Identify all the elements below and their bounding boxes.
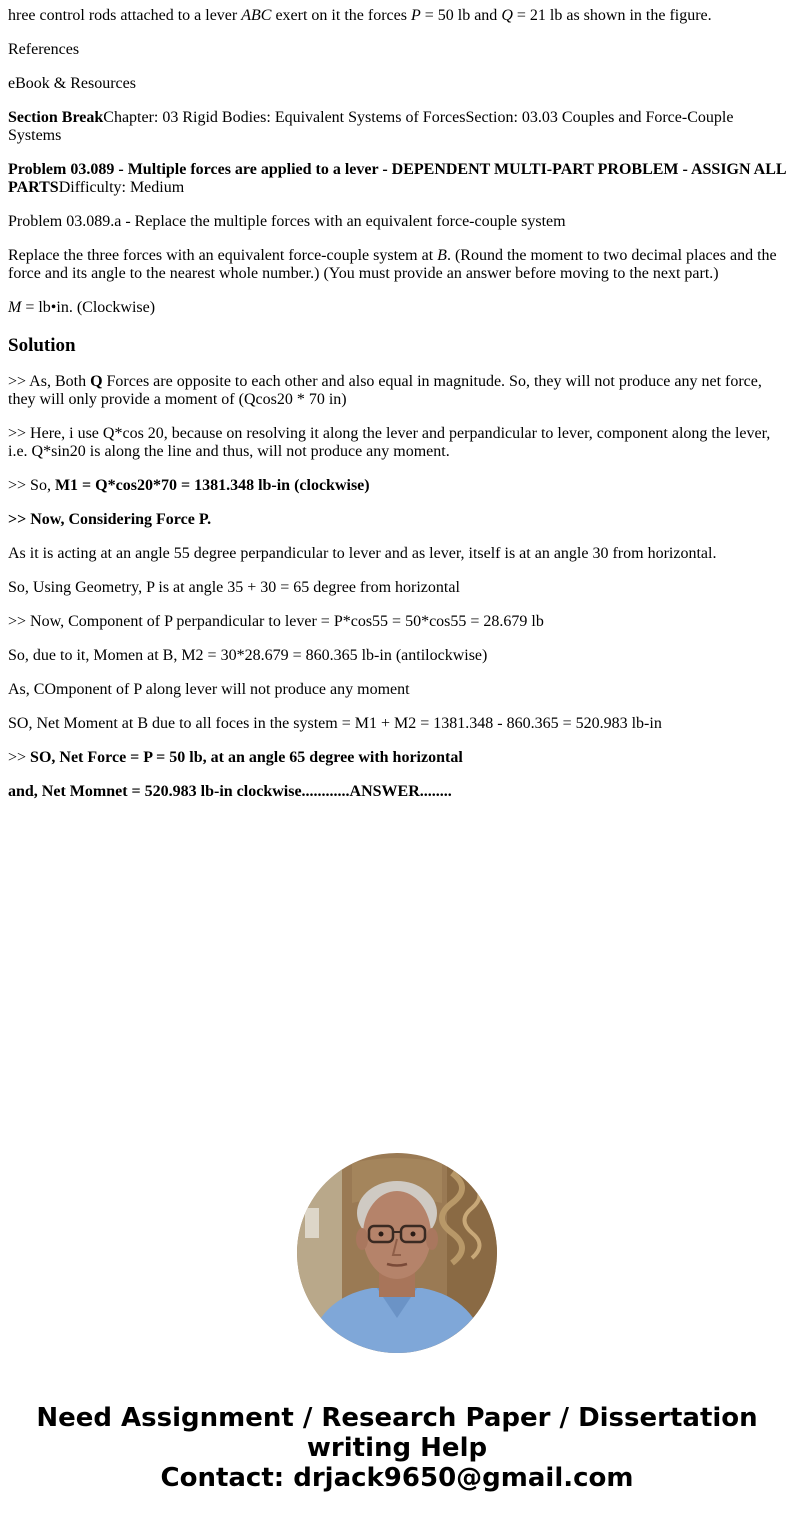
intro-paragraph <box>8 7 788 25</box>
lever-label: ABC <box>241 7 272 24</box>
intro-text: hree control rods attached to a lever <box>8 7 242 24</box>
references-link[interactable]: References <box>8 41 80 58</box>
tutor-avatar <box>297 1153 497 1353</box>
footer-line: Need Assignment / Research Paper / Dissertation <box>36 1403 758 1433</box>
solution-text: >> As, Both <box>8 373 91 390</box>
solution-step: >> Here, i use Q*cos 20, because on resolving it along the lever and perpandicular to lever, component along the lever, i.e. Q*sin20 is along the line and thus, will not produce any moment. <box>8 425 771 460</box>
problem-part-title: Problem 03.089.a - Replace the multiple forces with an equivalent force-couple system <box>8 213 566 230</box>
net-force-result: SO, Net Force = P = 50 lb, at an angle 65 degree with horizontal <box>30 749 463 766</box>
solution-step <box>8 783 788 801</box>
moment-symbol: M <box>8 299 22 316</box>
section-break <box>8 109 788 145</box>
instructions-text: Replace the three forces with an equivalent force-couple system at <box>8 247 438 264</box>
problem-title: Problem 03.089 - Multiple forces are applied to a lever - DEPENDENT MULTI-PART PROBLEM - ASSIGN ALL PARTS <box>8 161 786 196</box>
solution-step <box>8 749 788 767</box>
solution-text: Forces are opposite to each other and also equal in magnitude. So, they will not produce any net force, they will only provide a moment of (Qcos20 * 70 in) <box>8 373 762 408</box>
contact-email[interactable]: Contact: drjack9650@gmail.com <box>160 1463 634 1493</box>
intro-text: = 50 lb and <box>420 7 502 24</box>
main-content <box>8 7 788 817</box>
solution-step <box>8 477 788 495</box>
force-q-symbol: Q <box>90 373 103 390</box>
solution-step: So, due to it, Momen at B, M2 = 30*28.679 = 860.365 lb-in (antilockwise) <box>8 647 488 664</box>
force-p-symbol: P <box>410 7 421 24</box>
point-b-symbol: B <box>437 247 447 264</box>
problem-difficulty: Difficulty: Medium <box>58 179 185 196</box>
solution-step <box>8 511 788 529</box>
intro-text: = 21 lb as shown in the figure. <box>512 7 712 24</box>
tutor-photo <box>297 1153 497 1353</box>
section-break-label: Section Break <box>8 109 104 126</box>
force-q-symbol: Q <box>501 7 513 24</box>
ebook-resources-link[interactable]: eBook & Resources <box>8 75 136 92</box>
moment-m1-result: M1 = Q*cos20*70 = 1381.348 lb-in (clockwise) <box>54 477 370 494</box>
footer-line: writing Help <box>306 1433 488 1463</box>
intro-text: exert on it the forces <box>271 7 411 24</box>
solution-step: As, COmponent of P along lever will not produce any moment <box>8 681 410 698</box>
solution-step: >> Now, Component of P perpandicular to lever = P*cos55 = 50*cos55 = 28.679 lb <box>8 613 544 630</box>
moment-answer-text: = lb•in. (Clockwise) <box>21 299 156 316</box>
problem-header <box>8 161 788 197</box>
net-moment-answer: and, Net Momnet = 520.983 lb-in clockwise............ANSWER........ <box>8 783 452 800</box>
solution-step: So, Using Geometry, P is at angle 35 + 30 = 65 degree from horizontal <box>8 579 460 596</box>
solution-text: >> So, <box>8 477 55 494</box>
solution-heading: Solution <box>8 335 76 356</box>
solution-step: As it is acting at an angle 55 degree perpandicular to lever and as lever, itself is at an angle 30 from horizontal. <box>8 545 717 562</box>
solution-subheading: >> Now, Considering Force P. <box>8 511 212 528</box>
footer-advertisement <box>0 1403 794 1493</box>
section-break-text: Chapter: 03 Rigid Bodies: Equivalent Systems of ForcesSection: 03.03 Couples and Force-Couple Systems <box>8 109 734 144</box>
moment-answer-line <box>8 299 788 317</box>
solution-text: >> <box>8 749 31 766</box>
problem-instructions <box>8 247 788 283</box>
solution-step: SO, Net Moment at B due to all foces in the system = M1 + M2 = 1381.348 - 860.365 = 520.983 lb-in <box>8 715 662 732</box>
solution-step <box>8 373 788 409</box>
instructions-text: . (Round the moment to two decimal places and the force and its angle to the nearest whole number.) (You must provide an answer before moving to the next part.) <box>8 247 777 282</box>
